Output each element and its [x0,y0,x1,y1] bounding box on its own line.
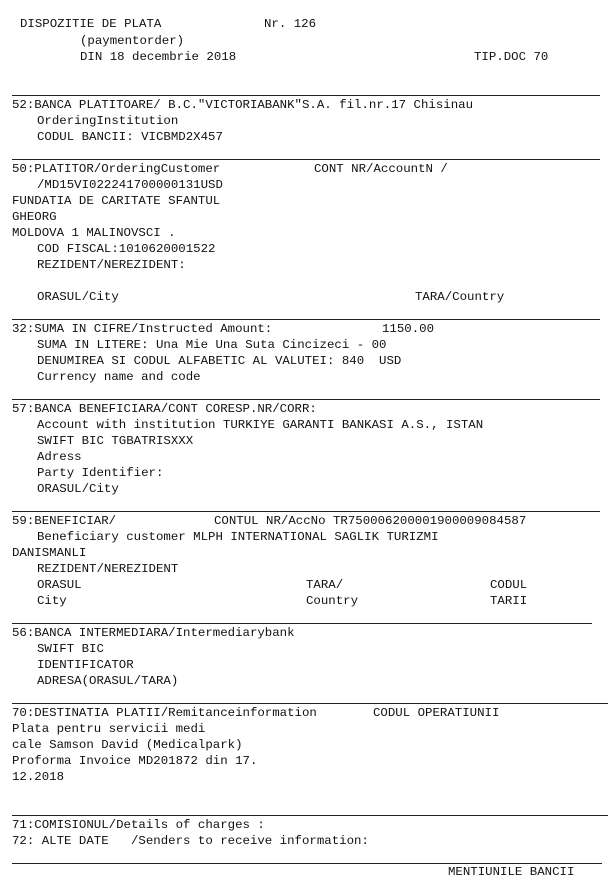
other-data-label: 72: ALTE DATE /Senders to receive information: [12,834,369,848]
ordering-customer-name-cont: GHEORG [12,210,57,224]
country-code-label: CODUL [490,578,528,592]
divider [12,623,592,624]
residency-label: REZIDENT/NEREZIDENT: [37,258,186,272]
intermediary-bank-label: 56:BANCA INTERMEDIARA/Intermediarybank [12,626,295,640]
document-date: DIN 18 decembrie 2018 [80,50,237,64]
bank-mentions-label: MENTIUNILE BANCII [448,865,575,879]
document-type: TIP.DOC 70 [474,50,549,64]
document-subtitle: (paymentorder) [80,34,185,48]
beneficiary-city-label: ORASUL [37,578,82,592]
instructed-amount-label: 32:SUMA IN CIFRE/Instructed Amount: [12,322,273,336]
swift-bic: SWIFT BIC TGBATRISXXX [37,434,194,448]
ordering-customer-label: 50:PLATITOR/OrderingCustomer [12,162,221,176]
intermediary-address: ADRESA(ORASUL/TARA) [37,674,179,688]
details-of-charges-label: 71:COMISIONUL/Details of charges : [12,818,265,832]
divider [12,319,600,320]
amount-in-words: SUMA IN LITERE: Una Mie Una Suta Cincizeci - 00 [37,338,387,352]
currency-label: Currency name and code [37,370,201,384]
divider [12,815,608,816]
beneficiary-residency-label: REZIDENT/NEREZIDENT [37,562,179,576]
country-code-label-cont: TARII [490,594,528,608]
beneficiary-country-label-en: Country [306,594,359,608]
divider [12,159,600,160]
beneficiary-bank-label: 57:BANCA BENEFICIARA/CONT CORESP.NR/CORR: [12,402,317,416]
divider [12,703,608,704]
fiscal-code: COD FISCAL:1010620001522 [37,242,216,256]
beneficiary-city-label-en: City [37,594,67,608]
bank-code: CODUL BANCII: VICBMD2X457 [37,130,223,144]
account-with-institution: Account with institution TURKIYE GARANTI BANKASI A.S., ISTAN [37,418,484,432]
ordering-institution-line: 52:BANCA PLATITOARE/ B.C."VICTORIABANK"S.A. fil.nr.17 Chisinau [12,98,474,112]
beneficiary-label: 59:BENEFICIAR/ [12,514,117,528]
address-label: Adress [37,450,82,464]
currency-code: DENUMIREA SI CODUL ALFABETIC AL VALUTEI: 840 USD [37,354,402,368]
document-title: DISPOZITIE DE PLATA [20,17,162,31]
beneficiary-account-number: CONTUL NR/AccNo TR750006200001900009084587 [214,514,527,528]
instructed-amount-value: 1150.00 [382,322,435,336]
divider [12,399,600,400]
divider [12,95,600,96]
city-label: ORASUL/City [37,290,119,304]
party-identifier-label: Party Identifier: [37,466,164,480]
account-number-label: CONT NR/AccountN / [314,162,448,176]
remittance-line-3: Proforma Invoice MD201872 din 17. [12,754,258,768]
remittance-information-label: 70:DESTINATIA PLATII/Remitanceinformation [12,706,317,720]
ordering-customer-address: MOLDOVA 1 MALINOVSCI . [12,226,176,240]
intermediary-swift-bic: SWIFT BIC [37,642,104,656]
remittance-line-4: 12.2018 [12,770,65,784]
ordering-institution-label: OrderingInstitution [37,114,179,128]
beneficiary-customer: Beneficiary customer MLPH INTERNATIONAL SAGLIK TURIZMI [37,530,439,544]
remittance-line-1: Plata pentru servicii medi [12,722,206,736]
country-label: TARA/Country [415,290,505,304]
ordering-account-number: /MD15VI022241700000131USD [37,178,223,192]
intermediary-identifier: IDENTIFICATOR [37,658,134,672]
operation-code-label: CODUL OPERATIUNII [373,706,500,720]
beneficiary-country-label: TARA/ [306,578,344,592]
beneficiary-bank-city-label: ORASUL/City [37,482,119,496]
divider [12,511,600,512]
document-number: Nr. 126 [264,17,317,31]
remittance-line-2: cale Samson David (Medicalpark) [12,738,243,752]
ordering-customer-name: FUNDATIA DE CARITATE SFANTUL [12,194,221,208]
beneficiary-customer-cont: DANISMANLI [12,546,87,560]
